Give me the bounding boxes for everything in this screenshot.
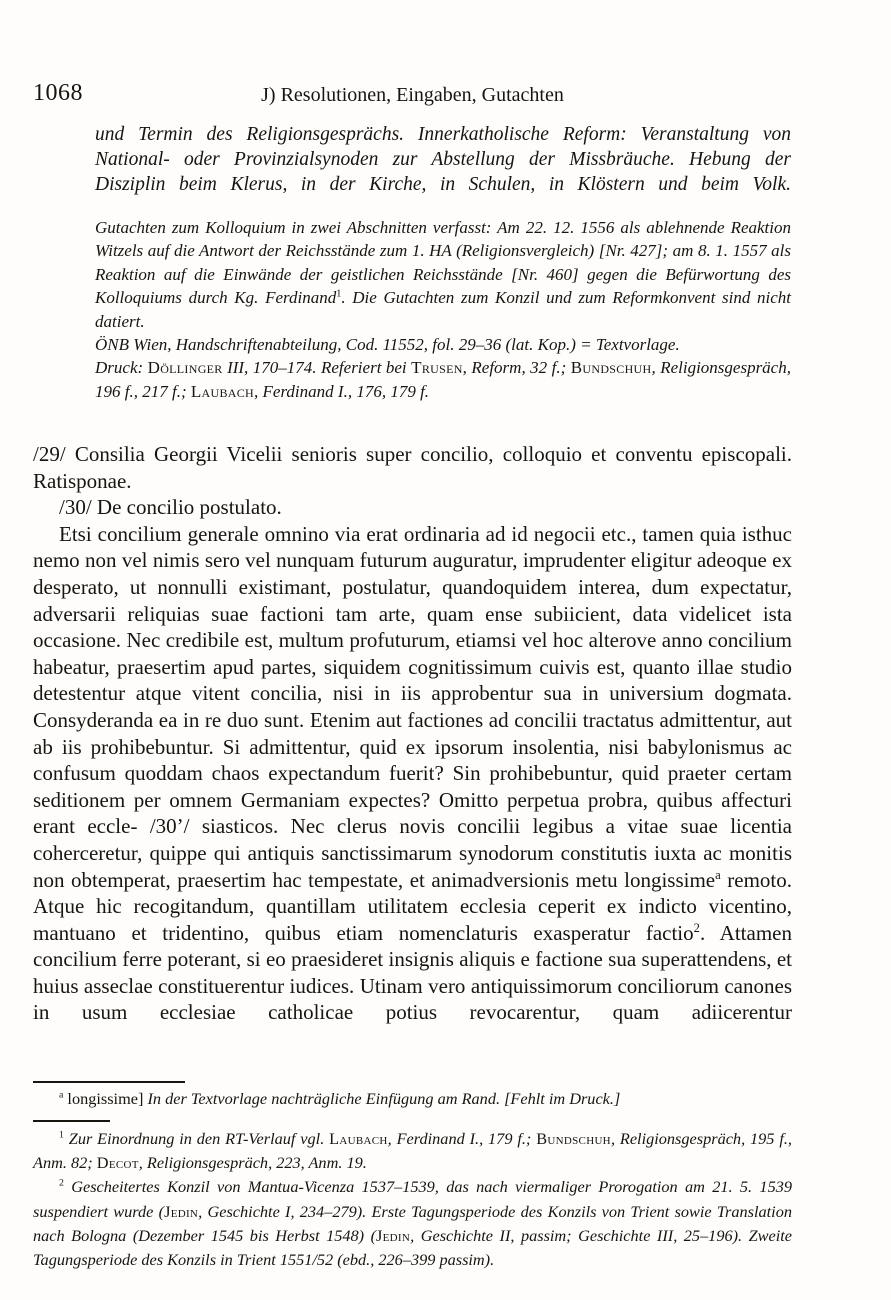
source-paragraph-genesis: Gutachten zum Kolloquium in zwei Abschnitten verfasst: Am 22. 12. 1556 als ablehnende Reaktion Witzels auf die Antwort der Reichsstände zum 1. HA (Religionsvergleich) [Nr. 427]; am 8. 1. 1557 als Reaktion auf die Einwände der geistlichen Reichsstände [Nr. 460] gegen die Befürwortung des Kolloquiums durch Kg. Ferdinand$^1$. Die Gutachten zum Konzil und zum Reformkonvent sind nicht datiert. — [95, 218, 791, 331]
apparatus-separator-rule — [33, 1081, 185, 1083]
body-paragraph-title: /29/ Consilia Georgii Vicelii senioris super concilio, colloquio et conventu episcopali. Ratisponae. — [33, 442, 792, 493]
page-number: 1068 — [33, 80, 83, 106]
source-paragraph-manuscript: ÖNB Wien, Handschriftenabteilung, Cod. 11552, fol. 29–36 (lat. Kop.) = Textvorlage. — [95, 335, 680, 355]
body-paragraph-subtitle: /30/ De concilio postulato. — [59, 495, 282, 520]
body-paragraph-latin-text: Etsi concilium generale omnino via erat ordinaria ad id negocii etc., tamen quia isthuc nemo non vel nimis sero vel nunquam futurum auguratur, imprudenter eligitur adeoque ex desperato, ut nonnulli existimant, postulatur, quandoquidem interea, dum expectatur, adversarii reliquias suae factioni tam arte, quam ense subiicient, data videlicet ista occasione. Nec credibile est, multum profuturum, etiamsi vel hoc alterove anno concilium habeatur, praesertim apud partes, siquidem cognitissimum cuivis est, quanto illae studio detestentur atque vitent concilia, nisi in iis approbentur sua in universium dogmata. Consyderanda ea in re duo sunt. Etenim aut factiones ad concilii tractatus admittentur, aut ab iis prohibebuntur. Si admittentur, quid ex ipsorum insolentia, nisi babylonismus ac confusum quoddam chaos expectandum fuerit? Sin prohibebuntur, quid praeter certam seditionem per omnem Germaniam expectes? Omitto perpetua probra, quibus affecturi erant eccle- /30’/ siasticos. Nec clerus novis concilii legibus a vitae suae licentia coherceretur, quippe qui antiquis sanctissimarum synodorum constitutis iuxta ac monitis non obtemperat, praesertim hac tempestate, et animadversionis metu longissime$^a$ remoto. Atque hic recogitandum, quantillam utilitatem ecclesia ceperit ex indicto vicentino, mantuano et tridentino, quibus etiam nomenclaturis exasperatur factio$^2$. Attamen concilium ferre poterant, si eo praesideret insignis aliquis e factione sua superattendens, et huius asseclae constituerentur iudices. Utinam vero antiquissimorum conciliorum canones in usum ecclesiae catholicae potius revocarentur, quam adiicerentur — [33, 521, 792, 1025]
footnotes-block — [33, 1127, 792, 1272]
summary-abstract-paragraph: und Termin des Religionsgesprächs. Innerkatholische Reform: Veranstaltung von National- oder Provinzialsynoden zur Abstellung der Missbräuche. Hebung der Disziplin beim Klerus, in der Kirche, in Schulen, in Klöstern und beim Volk. — [95, 124, 791, 195]
footnote-1: $^1$ Zur Einordnung in den RT-Verlauf vgl. Laubach, Ferdinand I., 179 f.; Bundschuh, Religionsgespräch, 195 f., Anm. 82; Decot, Religionsgespräch, 223, Anm. 19. — [33, 1129, 792, 1173]
running-header: J) Resolutionen, Eingaben, Gutachten — [261, 84, 564, 106]
source-description-block — [95, 216, 791, 403]
footnote-separator-rule — [33, 1120, 110, 1122]
source-paragraph-print: Druck: Döllinger III, 170–174. Referiert bei Trusen, Reform, 32 f.; Bundschuh, Religionsgespräch, 196 f., 217 f.; Laubach, Ferdinand I., 176, 179 f. — [95, 358, 791, 401]
text-critical-note: $^a$ longissime] In der Textvorlage nachträgliche Einfügung am Rand. [Fehlt im Druck.] — [59, 1089, 621, 1108]
footnote-2: $^2$ Gescheitertes Konzil von Mantua-Vicenza 1537–1539, das nach viermaliger Prorogation am 21. 5. 1539 suspendiert wurde (Jedin, Geschichte I, 234–279). Erste Tagungsperiode des Konzils von Trient sowie Translation nach Bologna (Dezember 1545 bis Herbst 1548) (Jedin, Geschichte II, passim; Geschichte III, 25–196). Zweite Tagungsperiode des Konzils in Trient 1551/52 (ebd., 226–399 passim). — [33, 1177, 793, 1270]
main-text-block — [33, 441, 792, 1026]
